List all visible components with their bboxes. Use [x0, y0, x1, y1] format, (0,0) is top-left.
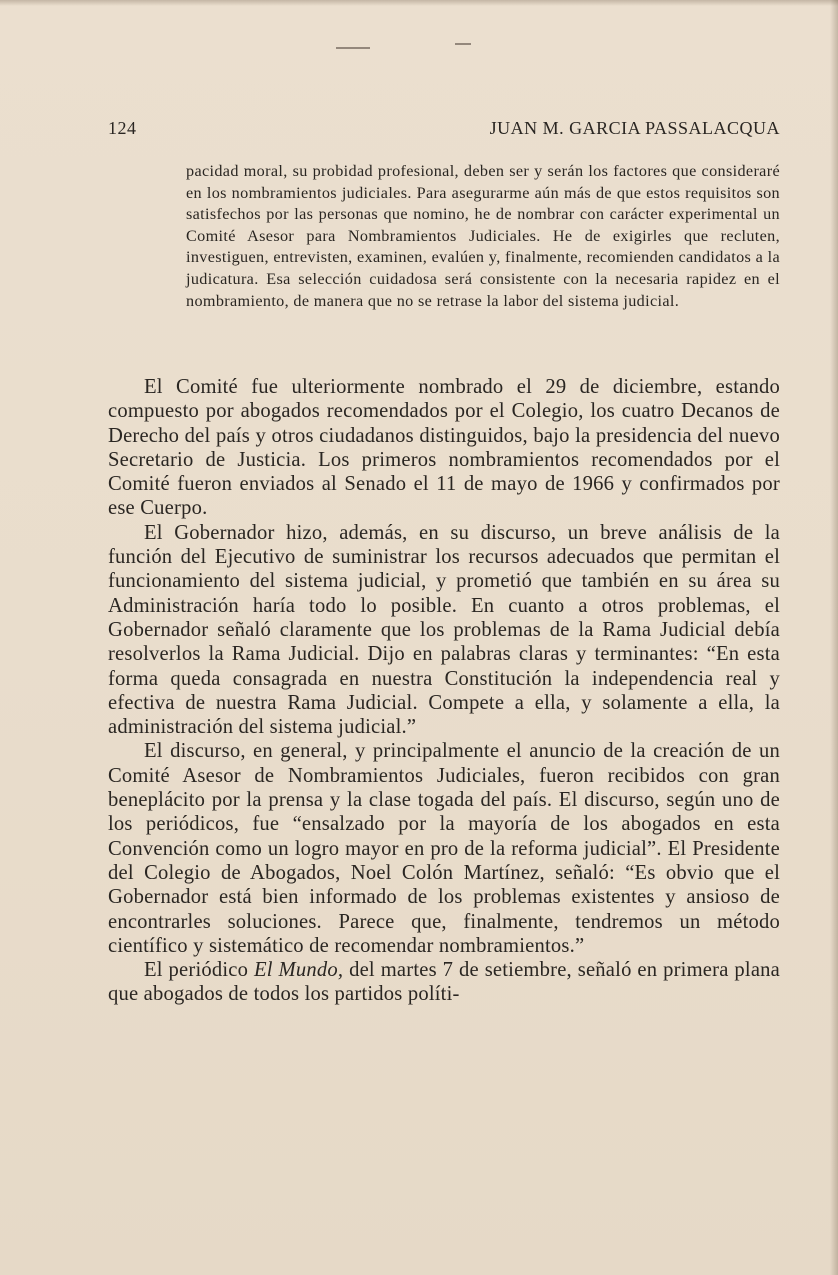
paragraph-text: El periódico — [144, 959, 254, 982]
paragraph-text: del martes 7 de setiembre, señaló en primera plana que abogados de todos los partidos políti- — [108, 959, 780, 1006]
ink-mark — [455, 43, 471, 45]
body-text — [108, 375, 780, 1007]
newspaper-title: El Mundo, — [253, 959, 344, 982]
page-edge-shadow-right — [830, 0, 838, 1275]
running-head: JUAN M. GARCIA PASSALACQUA — [489, 118, 780, 138]
page-header — [108, 118, 780, 142]
paragraph: El discurso, en general, y principalmente el anuncio de la creación de un Comité Asesor de Nombramientos Judiciales, fueron recibidos con gran beneplácito por la prensa y la clase togada del país. El discurso, según uno de los periódicos, fue “ensalzado por la mayoría de los abogados en esta Convención como un logro mayor en pro de la reforma judicial”. El Presidente del Colegio de Abogados, Noel Colón Martínez, señaló: “Es obvio que el Gobernador está bien informado de los problemas existentes y ansioso de encontrarles soluciones. Parece que, finalmente, tendremos un método científico y sistemático de recomendar nombramientos.” — [108, 740, 780, 957]
page-edge-shadow-top — [0, 0, 838, 6]
paragraph: El Comité fue ulteriormente nombrado el 29 de diciembre, estando compuesto por abogados recomendados por el Colegio, los cuatro Decanos de Derecho del país y otros ciudadanos distinguidos, bajo la presidencia del nuevo Secretario de Justicia. Los primeros nombramientos recomendados por el Comité fueron enviados al Senado el 11 de mayo de 1966 y confirmados por ese Cuerpo. — [108, 376, 780, 520]
ink-mark — [336, 47, 370, 49]
block-quote: pacidad moral, su probidad profesional, deben ser y serán los factores que consideraré en los nombramientos judiciales. Para asegurarme aún más de que estos requisitos son satisfechos por las personas que nomino, he de nombrar con carácter experimental un Comité Asesor para Nombramientos Judiciales. He de exigirles que recluten, investiguen, entrevisten, examinen, evalúen y, finalmente, recomienden candidatos a la judicatura. Esa selección cuidadosa será consistente con la necesaria rapidez en el nombramiento, de manera que no se retrase la labor del sistema judicial. — [186, 162, 780, 310]
page-number: 124 — [108, 118, 137, 138]
paragraph — [108, 958, 780, 1007]
paragraph: El Gobernador hizo, además, en su discurso, un breve análisis de la función del Ejecutivo de suministrar los recursos adecuados que permitan el funcionamiento del sistema judicial, y prometió que también en su área su Administración haría todo lo posible. En cuanto a otros problemas, el Gobernador señaló claramente que los problemas de la Rama Judicial debía resolverlos la Rama Judicial. Dijo en palabras claras y terminantes: “En esta forma queda consagrada en nuestra Constitución la independencia real y efectiva de nuestra Rama Judicial. Compete a ella, y solamente a ella, la administración del sistema judicial.” — [108, 521, 780, 739]
